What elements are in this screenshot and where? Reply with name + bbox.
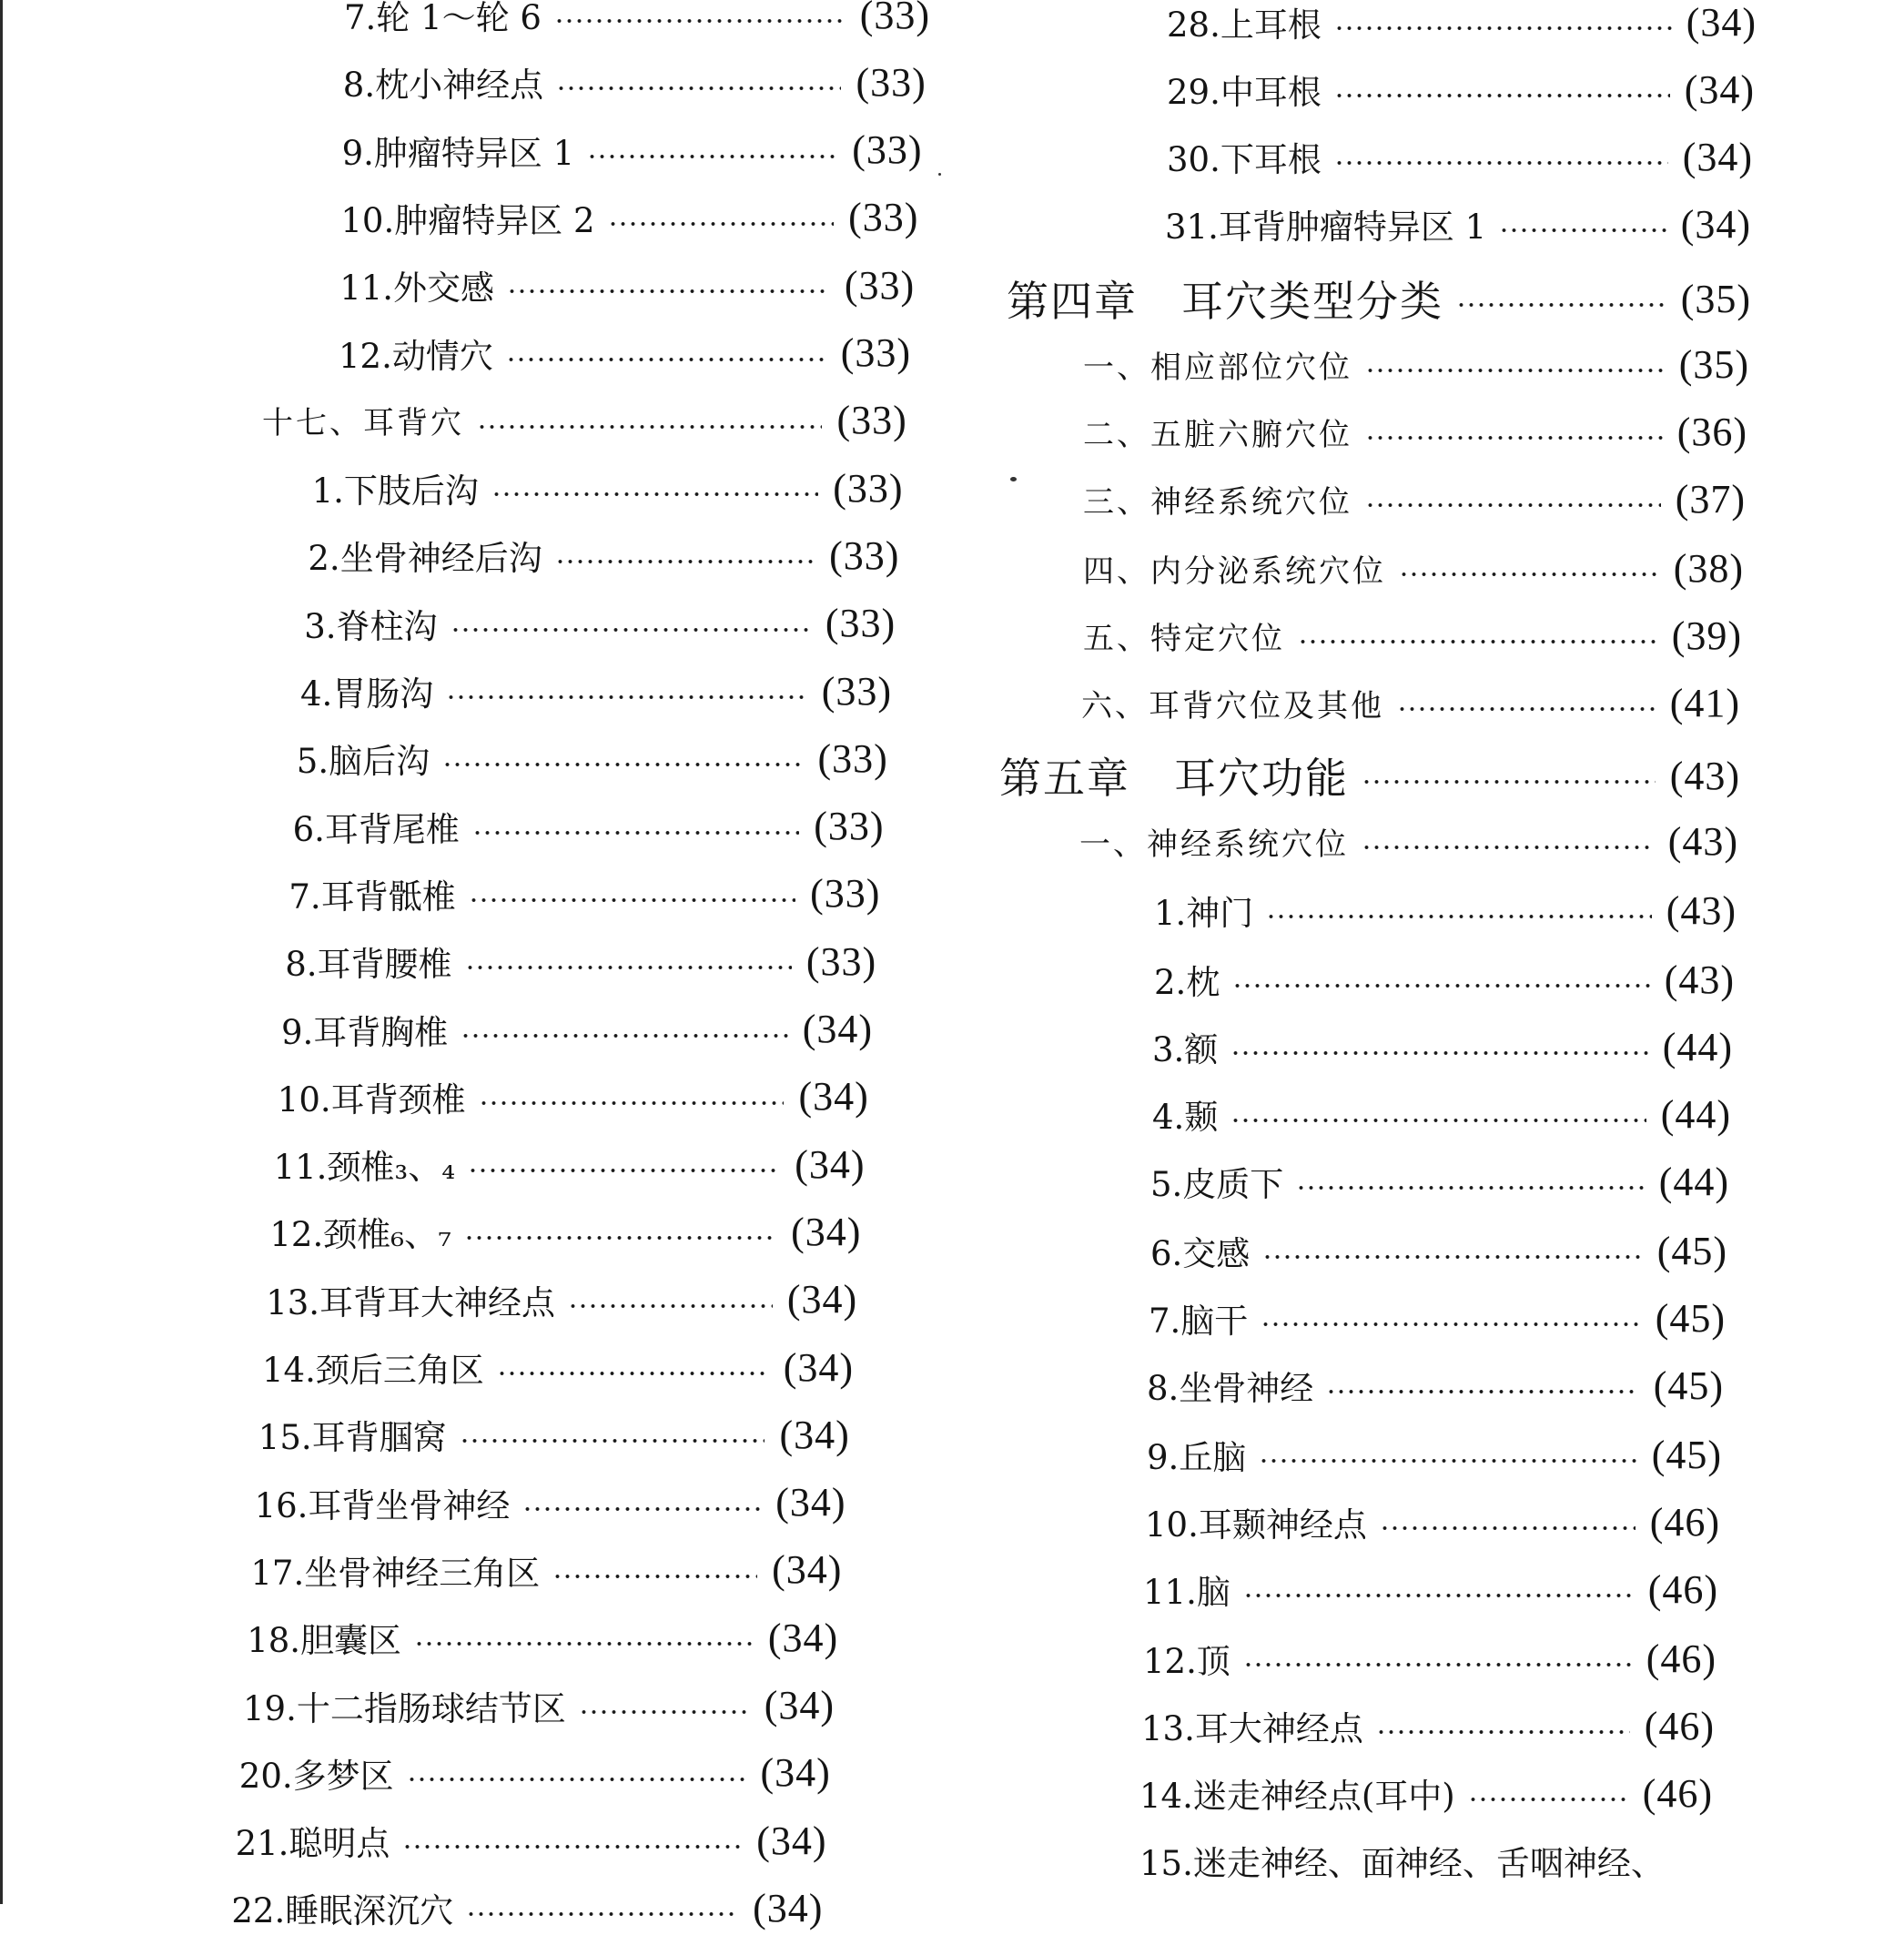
toc-entry-title: 1.下肢后沟 [311, 471, 479, 512]
toc-entry-title: 8.耳背腰椎 [285, 945, 452, 985]
toc-entry-title: 31.耳背肿瘤特异区 1 [1165, 208, 1487, 247]
toc-page-number: (34) [1682, 134, 1753, 179]
toc-page-number: (34) [786, 1277, 858, 1322]
dot-leader [579, 1707, 750, 1717]
toc-entry-title: 16.耳背坐骨神经 [254, 1485, 511, 1525]
toc-entry[interactable] [342, 123, 923, 177]
toc-entry[interactable] [1165, 197, 1751, 251]
toc-entry[interactable] [1143, 1631, 1717, 1686]
dot-leader [407, 1775, 746, 1784]
dot-leader [554, 16, 846, 25]
toc-page-number: (34) [772, 1547, 843, 1593]
toc-entry-title: 22.睡眠深沉穴 [231, 1891, 454, 1931]
toc-page-number: (46) [1647, 1566, 1718, 1612]
toc-entry-title: 8.坐骨神经 [1147, 1369, 1314, 1408]
toc-entry-title: 7.轮 1～轮 6 [344, 0, 542, 37]
toc-entry[interactable] [250, 1543, 842, 1597]
toc-page-number: (34) [802, 1007, 873, 1051]
dot-leader [1365, 501, 1661, 510]
dot-leader [506, 355, 826, 364]
toc-page-number: (34) [775, 1480, 846, 1525]
toc-entry[interactable] [1143, 1562, 1718, 1616]
toc-entry-title: 19.十二指肠球结节区 [243, 1688, 566, 1728]
toc-page-number: (45) [1656, 1228, 1727, 1273]
dot-leader [1499, 226, 1666, 235]
toc-entry[interactable] [1083, 404, 1747, 459]
toc-entry-title: 一、相应部位穴位 [1083, 349, 1352, 386]
toc-entry[interactable] [308, 528, 899, 583]
dot-leader [1376, 1727, 1630, 1737]
toc-page-number: (34) [1684, 66, 1755, 112]
dot-leader [1399, 570, 1659, 579]
dot-leader [414, 1639, 754, 1648]
toc-page-number: (33) [810, 871, 881, 917]
toc-entry[interactable] [1167, 62, 1755, 117]
toc-page-number: (34) [1686, 0, 1757, 45]
toc-entry[interactable] [247, 1610, 838, 1665]
toc-entry[interactable] [1139, 1833, 1713, 1888]
dot-leader [568, 1302, 773, 1311]
dot-leader [1334, 158, 1668, 167]
dot-leader [477, 422, 822, 431]
toc-page-number: (46) [1642, 1770, 1713, 1816]
toc-page-number: (44) [1662, 1024, 1733, 1069]
toc-entry-title: 4.颞 [1152, 1098, 1219, 1137]
toc-entry-title: 9.丘脑 [1147, 1438, 1247, 1477]
toc-entry-title: 30.下耳根 [1167, 140, 1322, 179]
dot-leader [522, 1504, 761, 1514]
toc-entry[interactable] [269, 1204, 861, 1259]
toc-entry[interactable] [281, 1002, 873, 1057]
toc-entry-title: 10.肿瘤特异区 2 [340, 200, 595, 240]
dot-leader [442, 760, 803, 769]
toc-page-number: (34) [783, 1344, 854, 1390]
dot-leader [1243, 1591, 1634, 1600]
dot-leader [1298, 637, 1657, 646]
toc-entry[interactable] [1150, 1154, 1729, 1209]
toc-entry-title: 四、内分泌系统穴位 [1083, 552, 1386, 590]
toc-entry-title: 8.枕小神经点 [342, 66, 544, 106]
toc-page-number: (46) [1649, 1499, 1720, 1545]
toc-entry[interactable] [999, 743, 1740, 808]
toc-page-number: (33) [829, 532, 900, 578]
toc-page-number: (44) [1660, 1091, 1731, 1137]
toc-entry-title: 15.迷走神经、面神经、舌咽神经、 [1139, 1844, 1665, 1883]
dot-leader [472, 828, 799, 837]
toc-entry-title: 11.颈椎₃、₄ [273, 1148, 456, 1188]
dot-leader [1334, 24, 1672, 33]
toc-entry-title: 4.胃肠沟 [300, 674, 434, 714]
toc-page-number: (43) [1667, 818, 1738, 864]
toc-entry-title: 1.神门 [1154, 894, 1254, 933]
dot-leader [1261, 1320, 1640, 1329]
toc-page-number: (41) [1669, 680, 1740, 725]
toc-entry[interactable] [1167, 0, 1757, 49]
toc-entry[interactable] [344, 0, 930, 42]
toc-page-number: (35) [1680, 276, 1751, 321]
toc-entry-title: 13.耳大神经点 [1141, 1709, 1363, 1748]
toc-entry-title: 9.肿瘤特异区 1 [341, 133, 575, 173]
dot-leader [587, 152, 837, 161]
dot-leader [1397, 704, 1656, 714]
toc-entry-title: 11.外交感 [339, 268, 495, 309]
toc-entry[interactable] [343, 55, 927, 109]
toc-entry[interactable] [258, 1407, 850, 1462]
toc-entry[interactable] [1150, 1223, 1727, 1278]
toc-entry[interactable] [1149, 1291, 1726, 1345]
toc-entry[interactable] [1145, 1494, 1720, 1549]
dot-leader [1326, 1387, 1638, 1396]
dot-leader [465, 963, 792, 972]
toc-entry-title: 3.脊柱沟 [304, 606, 438, 646]
dot-leader [1456, 300, 1666, 309]
toc-entry-title: 13.耳背耳大神经点 [266, 1282, 556, 1322]
ink-speck [1010, 477, 1017, 481]
toc-entry[interactable] [300, 664, 892, 718]
ink-speck [938, 173, 941, 176]
toc-entry[interactable] [274, 1137, 866, 1191]
toc-entry[interactable] [1079, 814, 1738, 868]
dot-leader [507, 287, 830, 296]
toc-entry-title: 3.额 [1152, 1030, 1219, 1069]
toc-page-number: (34) [795, 1141, 866, 1187]
toc-entry-title: 六、耳背穴位及其他 [1081, 687, 1384, 724]
dot-leader [1243, 1660, 1632, 1669]
dot-leader [1232, 981, 1649, 990]
toc-entry[interactable] [1007, 266, 1751, 331]
toc-entry[interactable] [1081, 675, 1740, 730]
toc-entry-title: 10.耳背颈椎 [277, 1079, 466, 1119]
toc-entry[interactable] [1083, 608, 1742, 663]
toc-page-number: (33) [836, 398, 907, 443]
toc-entry[interactable] [243, 1678, 835, 1733]
toc-entry[interactable] [1083, 337, 1749, 391]
toc-entry-title: 二、五脏六腑穴位 [1083, 416, 1352, 453]
toc-page-number: (33) [833, 465, 904, 511]
toc-entry[interactable] [1141, 1698, 1715, 1753]
toc-entry[interactable] [236, 1813, 827, 1868]
dot-leader [469, 896, 795, 905]
toc-entry[interactable] [278, 1069, 869, 1124]
dot-leader [1262, 1252, 1642, 1261]
dot-leader [608, 219, 835, 228]
dot-leader [446, 693, 806, 702]
toc-page-number: (43) [1669, 753, 1740, 798]
toc-entry[interactable] [262, 393, 907, 448]
toc-entry[interactable] [231, 1880, 823, 1935]
toc-page-number: (36) [1676, 409, 1747, 454]
toc-entry-title: 12.顶 [1143, 1642, 1231, 1681]
toc-entry[interactable] [239, 1746, 831, 1800]
toc-page-number: (34) [791, 1209, 862, 1254]
toc-page-number: (43) [1664, 957, 1735, 1002]
toc-entry[interactable] [1152, 1019, 1733, 1074]
dot-leader [1365, 366, 1665, 375]
dot-leader [1266, 912, 1651, 921]
toc-entry-title: 第四章 耳穴类型分类 [1007, 277, 1443, 326]
toc-entry-title: 2.枕 [1154, 963, 1220, 1002]
toc-page-number: (33) [817, 735, 888, 781]
toc-page-number: (43) [1666, 887, 1737, 933]
toc-entry[interactable] [340, 190, 918, 245]
toc-page-number: (34) [764, 1683, 835, 1727]
toc-entry[interactable] [1154, 883, 1737, 937]
toc-entry-title: 五、特定穴位 [1083, 620, 1285, 657]
toc-entry-title: 9.耳背胸椎 [281, 1012, 449, 1052]
dot-leader [1362, 777, 1656, 786]
toc-page-number: (33) [856, 59, 927, 105]
toc-page-number: (46) [1644, 1703, 1715, 1748]
toc-entry[interactable] [266, 1272, 857, 1327]
toc-entry-title: 第五章 耳穴功能 [999, 754, 1349, 803]
toc-page-number: (34) [756, 1818, 827, 1863]
toc-entry-title: 三、神经系统穴位 [1083, 483, 1352, 521]
toc-entry-title: 12.颈椎₆、₇ [269, 1215, 451, 1255]
toc-entry-title: 28.上耳根 [1167, 5, 1322, 45]
toc-entry[interactable] [1147, 1427, 1722, 1482]
toc-entry-title: 15.耳背腘窝 [258, 1418, 447, 1458]
toc-entry[interactable] [312, 461, 904, 515]
toc-entry-title: 10.耳颞神经点 [1145, 1505, 1367, 1545]
dot-leader [1259, 1456, 1636, 1465]
toc-entry-title: 14.迷走神经点(耳中) [1139, 1777, 1455, 1816]
dot-leader [464, 1233, 776, 1242]
dot-leader [552, 1572, 757, 1581]
toc-entry[interactable] [262, 1340, 854, 1394]
toc-entry[interactable] [1083, 541, 1744, 595]
toc-entry-title: 21.聪明点 [235, 1824, 390, 1864]
toc-page-number: (33) [844, 262, 916, 308]
toc-entry-title: 14.颈后三角区 [262, 1351, 484, 1390]
toc-entry[interactable] [1083, 471, 1746, 526]
toc-page-number: (34) [767, 1615, 839, 1660]
toc-entry-title: 20.多梦区 [238, 1756, 394, 1796]
toc-entry[interactable] [339, 258, 915, 312]
toc-entry[interactable] [339, 326, 911, 380]
toc-entry-title: 12.动情穴 [339, 336, 493, 376]
toc-entry[interactable] [297, 731, 888, 785]
toc-entry-title: 7.脑干 [1149, 1302, 1249, 1341]
toc-entry-title: 5.脑后沟 [296, 742, 430, 782]
toc-page-number: (39) [1671, 613, 1742, 658]
toc-entry-title: 6.交感 [1150, 1234, 1251, 1273]
toc-entry-title: 7.耳背骶椎 [289, 876, 456, 917]
toc-page-number: (44) [1658, 1159, 1729, 1204]
toc-page-number: (33) [814, 804, 885, 849]
dot-leader [1334, 91, 1670, 100]
dot-leader [1362, 843, 1654, 852]
toc-page-number: (33) [848, 195, 919, 240]
toc-page-number: (33) [825, 601, 896, 646]
toc-page-number: (34) [779, 1412, 850, 1457]
toc-page-number: (33) [852, 127, 923, 173]
toc-entry-title: 2.坐骨神经后沟 [308, 539, 542, 579]
toc-page-number: (38) [1673, 545, 1744, 591]
dot-leader [468, 1166, 780, 1175]
toc-page-number: (45) [1655, 1295, 1726, 1341]
toc-entry[interactable] [285, 934, 876, 988]
toc-entry[interactable] [304, 596, 896, 651]
dot-leader [1380, 1524, 1636, 1533]
dot-leader [556, 84, 841, 93]
dot-leader [451, 625, 811, 634]
toc-entry-title: 5.皮质下 [1150, 1165, 1284, 1204]
dot-leader [1231, 1116, 1646, 1125]
dot-leader [460, 1436, 765, 1445]
toc-page-number: (37) [1675, 476, 1746, 522]
dot-leader [1231, 1049, 1647, 1058]
toc-entry[interactable] [1167, 129, 1753, 184]
toc-entry[interactable] [255, 1475, 846, 1530]
dot-leader [1296, 1183, 1644, 1192]
toc-entry[interactable] [1154, 952, 1735, 1007]
toc-page-number: (34) [1680, 201, 1751, 247]
toc-page-number: (33) [821, 668, 892, 714]
toc-entry-title: 十七、耳背穴 [262, 405, 464, 442]
toc-page-number: (45) [1651, 1432, 1722, 1477]
toc-page-number: (45) [1653, 1363, 1724, 1408]
toc-page-number: (34) [753, 1885, 824, 1930]
toc-entry[interactable] [289, 866, 880, 921]
dot-leader [402, 1842, 742, 1851]
toc-entry[interactable] [1139, 1766, 1713, 1820]
dot-leader [479, 1099, 785, 1108]
dot-leader [466, 1910, 738, 1919]
toc-page-number: (33) [840, 330, 911, 375]
toc-page-number: (35) [1678, 341, 1749, 387]
toc-entry[interactable] [293, 799, 885, 854]
toc-entry[interactable] [1152, 1087, 1731, 1141]
toc-page-number: (33) [859, 0, 930, 37]
toc-entry[interactable] [1147, 1358, 1724, 1413]
toc-page-number: (34) [760, 1750, 831, 1796]
dot-leader [461, 1031, 787, 1040]
toc-entry-title: 11.脑 [1143, 1573, 1231, 1612]
toc-entry-title: 17.坐骨神经三角区 [250, 1553, 541, 1593]
toc-entry-title: 18.胆囊区 [247, 1621, 402, 1661]
toc-entry-title: 29.中耳根 [1167, 73, 1322, 112]
toc-page-number: (46) [1646, 1636, 1717, 1681]
toc-entry-title: 6.耳背尾椎 [292, 809, 460, 849]
dot-leader [1468, 1795, 1628, 1804]
dot-leader [491, 490, 818, 499]
toc-page-number: (34) [798, 1074, 869, 1119]
toc-page-number: (33) [805, 938, 877, 984]
dot-leader [497, 1369, 769, 1378]
dot-leader [1365, 433, 1663, 442]
dot-leader [555, 557, 815, 566]
toc-entry-title: 一、神经系统穴位 [1079, 826, 1349, 863]
